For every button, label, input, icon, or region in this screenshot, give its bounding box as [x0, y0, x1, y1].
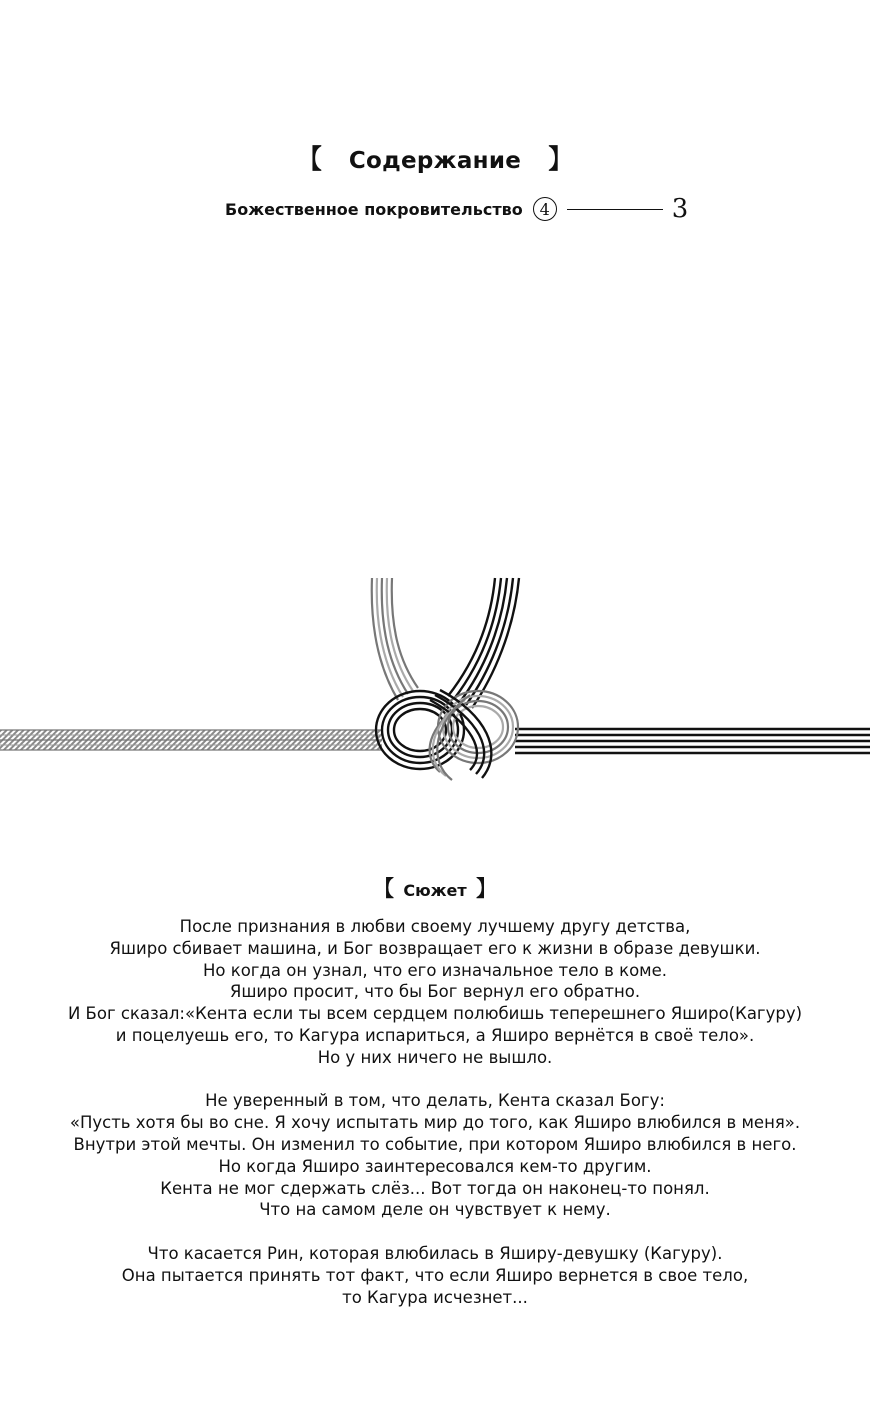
synopsis-open-bracket: 【	[374, 877, 395, 902]
right-cord	[515, 729, 870, 753]
synopsis-line: И Бог сказал:«Кента если ты всем сердцем полюбишь теперешнего Яширо(Кагуру)	[67, 1004, 803, 1024]
synopsis-line: Но когда Яширо заинтересовался кем-то другим.	[218, 1156, 652, 1176]
toc-open-bracket: 【	[297, 145, 322, 175]
mizuhiki-knot-illustration	[0, 570, 870, 785]
left-cord	[0, 730, 382, 750]
synopsis-text	[0, 916, 870, 1330]
toc-leader-line	[567, 209, 663, 210]
toc-close-bracket: 】	[548, 145, 573, 175]
synopsis-paragraph	[0, 916, 870, 1069]
synopsis-title: Сюжет	[403, 881, 467, 900]
synopsis-line: Она пытается принять тот факт, что если Яширо вернется в свое тело,	[121, 1265, 749, 1285]
left-knot-loop	[376, 691, 464, 769]
synopsis-line: Яширо просит, что бы Бог вернул его обратно.	[229, 982, 641, 1002]
synopsis-paragraph	[0, 1243, 870, 1308]
synopsis-line: Не уверенный в том, что делать, Кента сказал Богу:	[205, 1091, 665, 1111]
toc-heading	[0, 140, 870, 181]
synopsis-line: то Кагура исчезнет...	[342, 1287, 528, 1307]
synopsis-line: Кента не мог сдержать слёз... Вот тогда он наконец-то понял.	[160, 1178, 710, 1198]
toc-entry[interactable]	[225, 192, 688, 226]
right-vertical-strand	[448, 578, 519, 708]
synopsis-line: После признания в любви своему лучшему другу детства,	[179, 917, 691, 936]
synopsis-line: «Пусть хотя бы во сне. Я хочу испытать мир до того, как Яширо влюбился в меня».	[69, 1113, 801, 1133]
synopsis-paragraph	[0, 1090, 870, 1221]
synopsis-line: Что на самом деле он чувствует к нему.	[259, 1200, 611, 1220]
toc-title: Содержание	[348, 148, 522, 174]
synopsis-line: Что касается Рин, которая влюбилась в Яширу-девушку (Кагуру).	[147, 1243, 723, 1263]
synopsis-line: и поцелуешь его, то Кагура испариться, а Яширо вернётся в своё тело».	[115, 1025, 755, 1045]
synopsis-line: Но когда он узнал, что его изначальное тело в коме.	[202, 960, 668, 980]
toc-entry-page: 3	[671, 194, 689, 224]
synopsis-line: Яширо сбивает машина, и Бог возвращает его к жизни в образе девушки.	[109, 938, 761, 958]
synopsis-line: Но у них ничего не вышло.	[317, 1047, 553, 1067]
synopsis-heading	[0, 872, 870, 909]
synopsis-close-bracket: 】	[475, 877, 496, 902]
toc-entry-number: 4	[533, 197, 557, 221]
synopsis-line: Внутри этой мечты. Он изменил то событие, при котором Яширо влюбился в него.	[73, 1134, 797, 1154]
toc-entry-title: Божественное покровительство	[225, 199, 523, 219]
left-vertical-strand	[372, 578, 418, 700]
